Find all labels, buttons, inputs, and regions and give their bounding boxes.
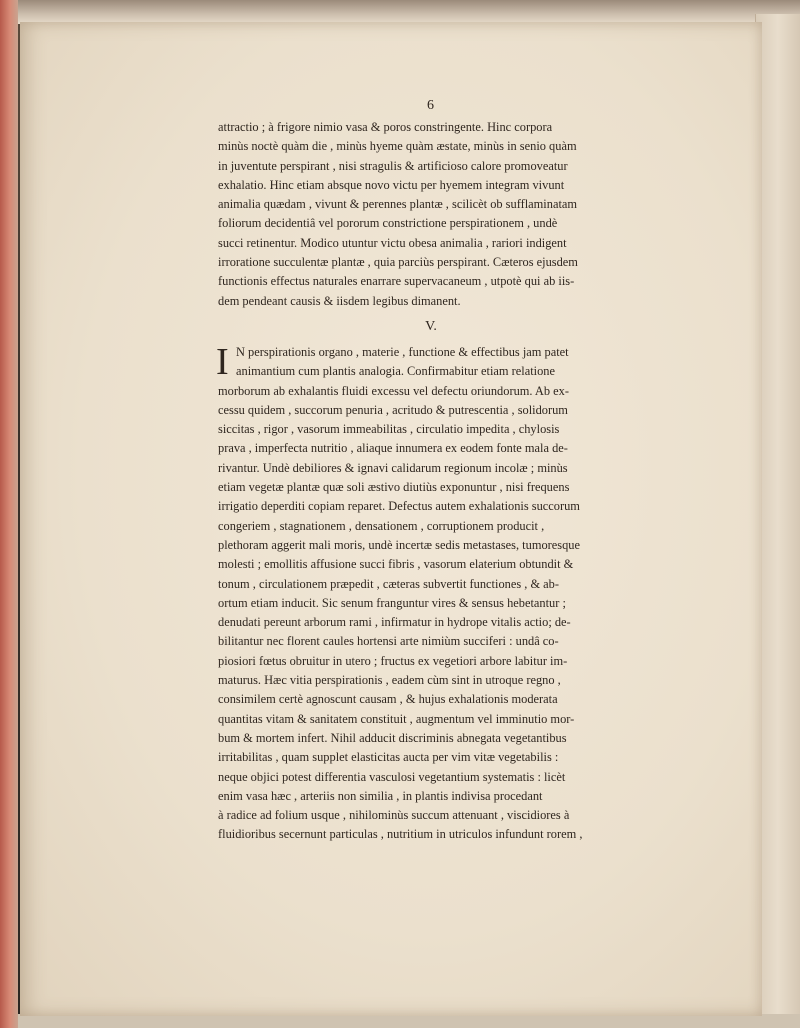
text-line: in juventute perspirant , nisi stragulis & artificioso calore promoveatur: [218, 158, 568, 173]
text-line: prava , imperfecta nutritio , aliaque innumera ex eodem fonte mala de-: [218, 441, 568, 456]
text-line: animalia quædam , vivunt & perennes plantæ , scilicèt ob sufflaminatam: [218, 197, 578, 212]
document-page: [20, 22, 762, 1016]
text-line: neque objici potest differentia vasculosi vegetantium systematis : licèt: [218, 769, 566, 784]
text-line: morborum ab exhalantis fluidi excessu vel defectu oriundorum. Ab ex-: [218, 383, 569, 398]
text-line: à radice ad folium usque , nihilominùs succum attenuant , viscidiores à: [218, 808, 570, 823]
drop-cap: I: [216, 340, 229, 383]
text-line: irroratione succulentæ plantæ , quia parciùs perspirant. Cæteros ejusdem: [218, 255, 578, 270]
text-line: quantitas vitam & sanitatem constituit , augmentum vel imminutio mor-: [218, 711, 575, 726]
text-line: foliorum decidentiâ vel pororum constrictione perspirationem , undè: [218, 216, 558, 231]
book-top-edge: [0, 0, 800, 24]
text-line: denudati pereunt arborum rami , infirmatur in hydrope vitalis actio; de-: [218, 615, 571, 630]
page-number: 6: [427, 98, 435, 113]
text-line: exhalatio. Hinc etiam absque novo victu per hyemem integram vivunt: [218, 177, 565, 192]
paragraph-1: [218, 118, 644, 311]
book-cover-edge: [0, 0, 18, 1028]
text-line: functionis effectus naturales enarrare supervacaneum , utpotè qui ab iis-: [218, 274, 575, 289]
text-line: succi retinentur. Modico utuntur victu obesa animalia , rariori indigent: [218, 235, 567, 250]
text-line: consimilem certè agnoscunt causam , & hujus exhalationis moderata: [218, 692, 558, 707]
text-line: plethoram aggerit mali moris, undè incertæ sedis metastases, tumoresque: [218, 537, 580, 552]
text-line: siccitas , rigor , vasorum immeabilitas , circulatio impedita , chylosis: [218, 422, 560, 437]
paragraph-2: [218, 382, 644, 845]
text-line: cessu quidem , succorum penuria , acritudo & putrescentia , solidorum: [218, 402, 568, 417]
book-bottom-edge: [0, 1014, 800, 1028]
text-line: minùs noctè quàm die , minùs hyeme quàm æstate, minùs in senio quàm: [218, 139, 577, 154]
text-line: tonum , circulationem præpedit , cæteras subvertit functiones , & ab-: [218, 576, 560, 591]
text-line: animantium cum plantis analogia. Confirmabitur etiam relatione: [236, 364, 555, 379]
text-line: piosiori fœtus obruitur in utero ; fructus ex vegetiori arbore labitur im-: [218, 653, 568, 668]
text-line: irritabilitas , quam supplet elasticitas aucta per vim vitæ vegetabilis :: [218, 750, 559, 765]
text-line: maturus. Hæc vitia perspirationis , eadem cùm sint in utroque regno ,: [218, 673, 561, 688]
text-line: dem pendeant causis & iisdem legibus dimanent.: [218, 293, 461, 308]
text-line: congeriem , stagnationem , densationem , corruptionem producit ,: [218, 518, 545, 533]
text-line: bum & mortem infert. Nihil adducit discriminis abnegata vegetantibus: [218, 730, 567, 745]
text-block: [218, 98, 644, 845]
text-line: N perspirationis organo , materie , functione & effectibus jam patet: [236, 344, 569, 359]
paragraph-2-opening: [216, 340, 644, 383]
text-line: ortum etiam inducit. Sic senum franguntur vires & sensus hebetantur ;: [218, 595, 566, 610]
text-line: fluidioribus secernunt particulas , nutritium in utriculos infundunt rorem ,: [218, 827, 583, 842]
text-line: etiam vegetæ plantæ quæ soli æstivo diutiùs exponuntur , nisi frequens: [218, 480, 570, 495]
text-line: attractio ; à frigore nimio vasa & poros constringente. Hinc corpora: [218, 120, 553, 134]
text-line: irrigatio deperditi copiam reparet. Defectus autem exhalationis succorum: [218, 499, 580, 514]
text-line: enim vasa hæc , arteriis non similia , in plantis indivisa procedant: [218, 788, 543, 803]
text-line: molesti ; emollitis affusione succi fibris , vasorum elaterium obtundit &: [218, 557, 574, 572]
text-line: rivantur. Undè debiliores & ignavi calidarum regionum incolæ ; minùs: [218, 460, 568, 475]
text-line: bilitantur nec florent caules hortensi arte nimiùm succiferi : undâ co-: [218, 634, 559, 649]
section-heading: V.: [425, 318, 437, 334]
paragraph-2-first-lines: [216, 340, 644, 383]
